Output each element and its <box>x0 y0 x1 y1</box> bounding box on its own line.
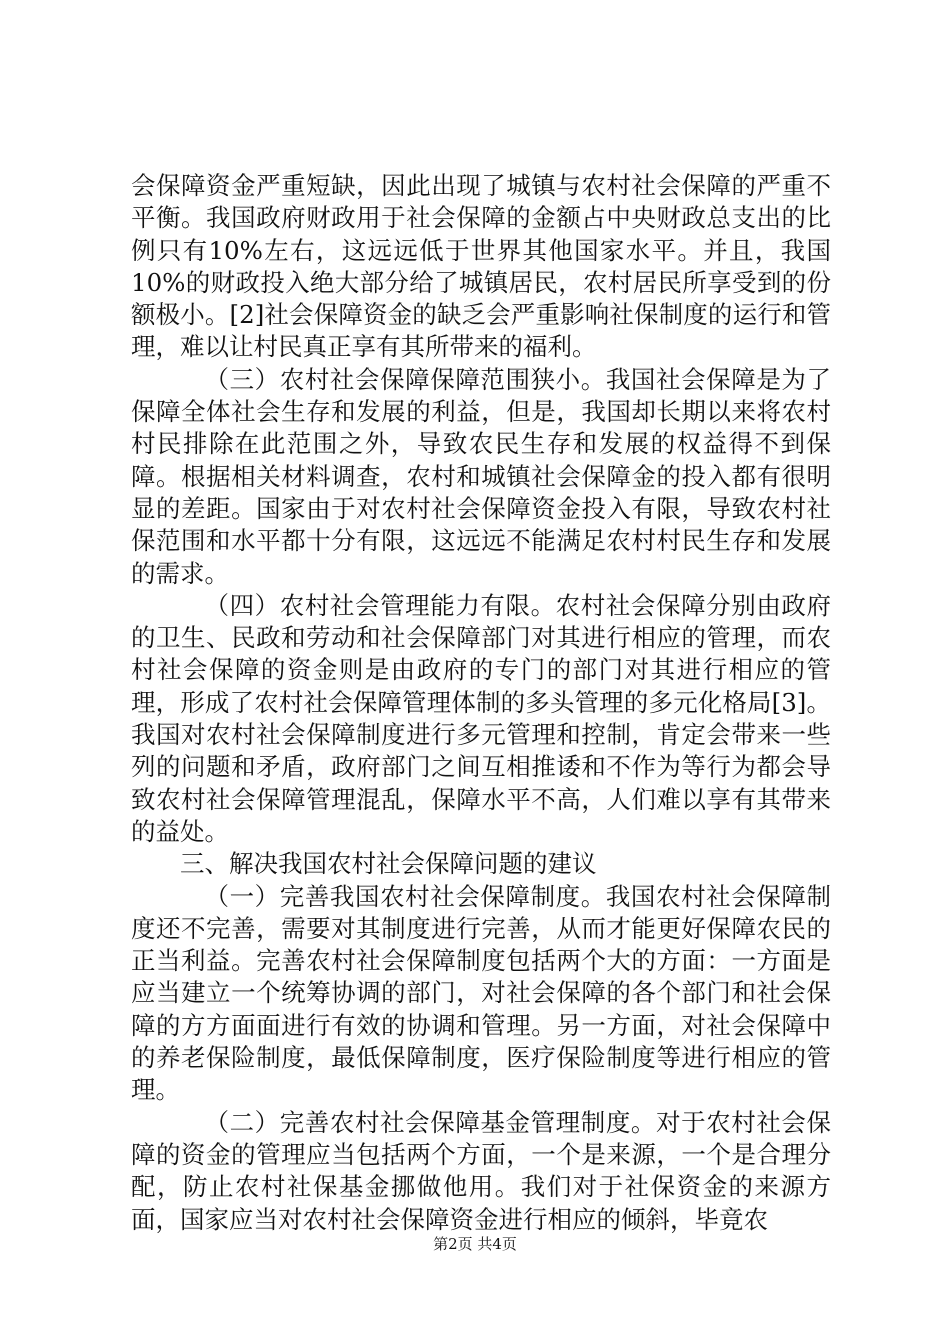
paragraph-section-3: （三）农村社会保障保障范围狭小。我国社会保障是为了保障全体社会生存和发展的利益，但是，我国却长期以来将农村村民排除在此范围之外，导致农民生存和发展的权益得不到保障。根据相关材料调查，农村和城镇社会保障金的投入都有很明显的差距。国家由于对农村社会保障资金投入有限，导致农村社保范围和水平都十分有限，这远远不能满足农村村民生存和发展的需求。 <box>131 364 831 588</box>
document-body <box>131 170 831 1236</box>
paragraph-section-4: （四）农村社会管理能力有限。农村社会保障分别由政府的卫生、民政和劳动和社会保障部门对其进行相应的管理，而农村社会保障的资金则是由政府的专门的部门对其进行相应的管理，形成了农村社会保障管理体制的多头管理的多元化格局[3]。我国对农村社会保障制度进行多元管理和控制，肯定会带来一些列的问题和矛盾，政府部门之间互相推诿和不作为等行为都会导致农村社会保障管理混乱，保障水平不高，人们难以享有其带来的益处。 <box>131 590 831 846</box>
paragraph-suggestion-1: （一）完善我国农村社会保障制度。我国农村社会保障制度还不完善，需要对其制度进行完善，从而才能更好保障农民的正当利益。完善农村社会保障制度包括两个大的方面：一方面是应当建立一个统筹协调的部门，对社会保障的各个部门和社会保障的方方面面进行有效的协调和管理。另一方面，对社会保障中的养老保险制度，最低保障制度，医疗保险制度等进行相应的管理。 <box>131 881 831 1105</box>
section-heading: 三、解决我国农村社会保障问题的建议 <box>180 849 597 879</box>
paragraph-suggestion-2: （二）完善农村社会保障基金管理制度。对于农村社会保障的资金的管理应当包括两个方面，一个是来源，一个是合理分配，防止农村社保基金挪做他用。我们对于社保资金的来源方面，国家应当对农村社会保障资金进行相应的倾斜，毕竟农 <box>131 1107 831 1234</box>
page-number-footer: 第2页 共4页 <box>433 1235 517 1253</box>
paragraph-continuation: 会保障资金严重短缺，因此出现了城镇与农村社会保障的严重不平衡。我国政府财政用于社会保障的金额占中央财政总支出的比例只有10%左右，这远远低于世界其他国家水平。并且，我国10%的财政投入绝大部分给了城镇居民，农村居民所享受到的份额极小。[2]社会保障资金的缺乏会严重影响社保制度的运行和管理，难以让村民真正享有其所带来的福利。 <box>131 171 831 362</box>
